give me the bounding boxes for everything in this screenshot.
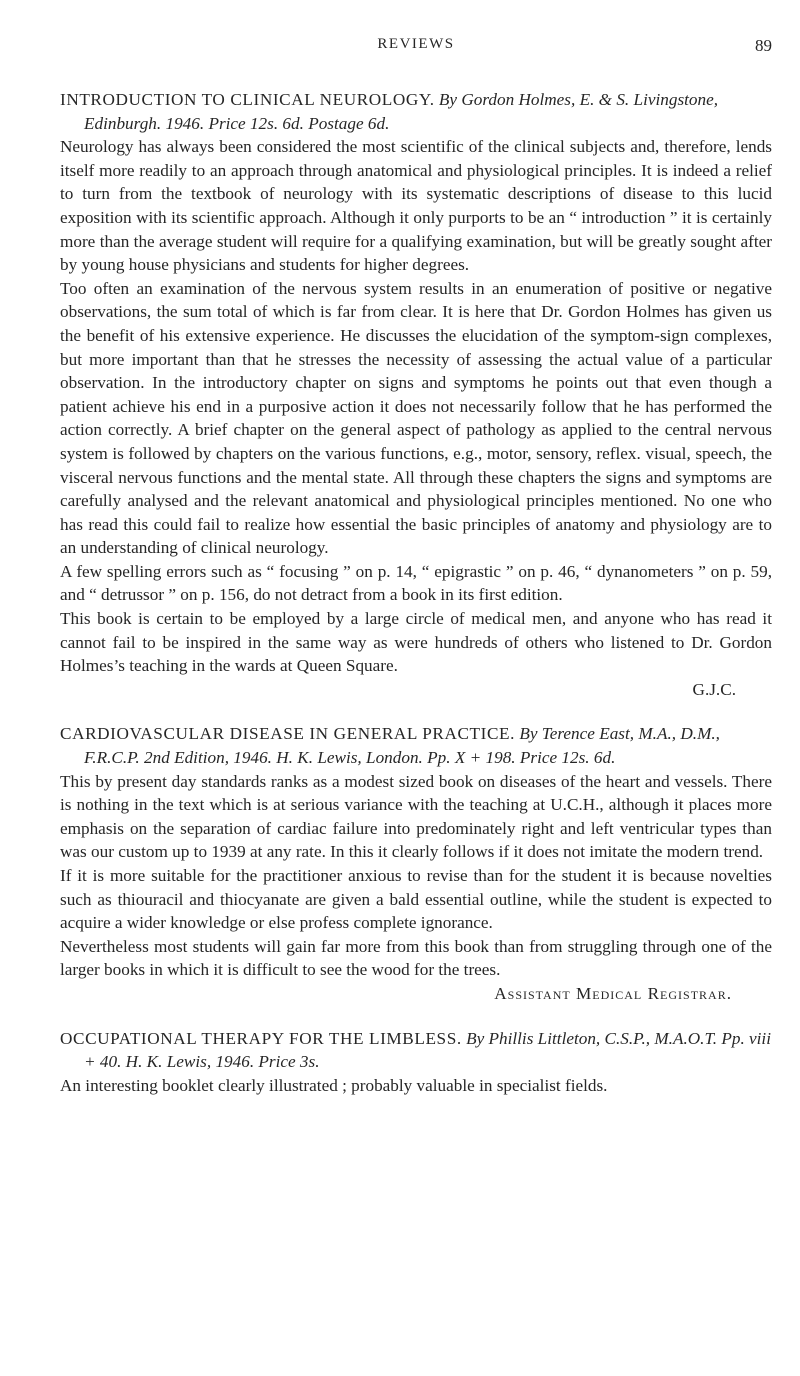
review-paragraph: Too often an examination of the nervous system results in an enumeration of positive or negative observations, the sum total of which is far from clear. It is here that Dr. Gordon Holmes has given us the benefit of his extensive experience. He discusses the elucidation of the symptom-sign complexes, but more important than that he stresses the necessity of assessing the actual value of a particular observation. In the introductory chapter on signs and symptoms he points out that even though a patient achieve his end in a purposive action it does not necessarily follow that he has performed the action correctly. A brief chapter on the general aspect of pathology as applied to the central nervous system is followed by chapters on the various functions, e.g., motor, sensory, reflex. visual, speech, the visceral nervous functions and the mental state. All through these chapters the signs and symptoms are carefully analysed and the relevant anatomical and physiological principles mentioned. No one who has read this could fail to realize how essential the basic principles of anatomy and physiology are to an understanding of clinical neurology. <box>60 278 772 558</box>
review-paragraph: An interesting booklet clearly illustrated ; probably valuable in specialist fields. <box>60 1075 608 1095</box>
page-number: 89 <box>755 36 772 55</box>
review-cardiovascular-disease <box>60 722 772 1005</box>
review-paragraph: If it is more suitable for the practitioner anxious to revise than for the student it is because novelties such as thiouracil and thiocyanate are given a bald essential outline, while the student is expected to acquire a wider knowledge or else profess complete ignorance. <box>60 866 772 933</box>
review-paragraph: A few spelling errors such as “ focusing ” on p. 14, “ epigrastic ” on p. 46, “ dynanometers ” on p. 59, and “ detrussor ” on p. 156, do not detract from a book in its first edition. <box>60 561 772 605</box>
review-paragraph: This by present day standards ranks as a modest sized book on diseases of the heart and vessels. There is nothing in the text which is at serious variance with the teaching at U.C.H., although it places more emphasis on the separation of cardiac failure into predominately right and left ventricular types than was our custom up to 1939 at any rate. In this it clearly follows if it does not imitate the modern trend. <box>60 771 772 862</box>
book-title: CARDIOVASCULAR DISEASE IN GENERAL PRACTICE. <box>60 724 516 744</box>
review-paragraph: Neurology has always been considered the most scientific of the clinical subjects and, therefore, lends itself more readily to an approach through anatomical and physiological principles. It is indeed a relief to turn from the textbook of neurology with its systematic descriptions of disease to this lucid exposition with its scientific approach. Although it only purports to be an “ introduction ” it is certainly more than the average student will require for a qualifying examination, but will be greatly sought after by young house physicians and students for higher degrees. <box>60 137 772 275</box>
reviewer-signature: Assistant Medical Registrar. <box>494 983 732 1003</box>
review-citation <box>60 1027 772 1074</box>
review-clinical-neurology <box>60 88 772 701</box>
book-title: INTRODUCTION TO CLINICAL NEUROLOGY. <box>60 90 435 109</box>
reviews-column <box>60 88 772 1097</box>
book-details: By Gordon Holmes, E. & S. Livingstone, Edinburgh. 1946. Price 12s. 6d. Postage 6d. <box>84 90 719 133</box>
review-citation <box>60 88 772 135</box>
review-occupational-therapy <box>60 1027 772 1098</box>
review-paragraph: Nevertheless most students will gain far more from this book than from struggling through one of the larger books in which it is difficult to see the wood for the trees. <box>60 936 772 980</box>
book-title: OCCUPATIONAL THERAPY FOR THE LIMBLESS. <box>60 1028 462 1048</box>
review-citation <box>60 722 772 769</box>
running-title: REVIEWS <box>377 36 455 52</box>
book-details: By Phillis Littleton, C.S.P., M.A.O.T. Pp. viii + 40. H. K. Lewis, 1946. Price 3s. <box>84 1028 771 1072</box>
review-paragraph: This book is certain to be employed by a large circle of medical men, and anyone who has read it cannot fail to be inspired in the same way as were hundreds of others who listened to Dr. Gordon Holmes’s teaching in the wards at Queen Square. <box>60 609 772 676</box>
running-head <box>60 36 772 60</box>
book-details: By Terence East, M.A., D.M., F.R.C.P. 2nd Edition, 1946. H. K. Lewis, London. Pp. X + 198. Price 12s. 6d. <box>84 724 720 768</box>
reviewer-signature: G.J.C. <box>692 679 736 699</box>
